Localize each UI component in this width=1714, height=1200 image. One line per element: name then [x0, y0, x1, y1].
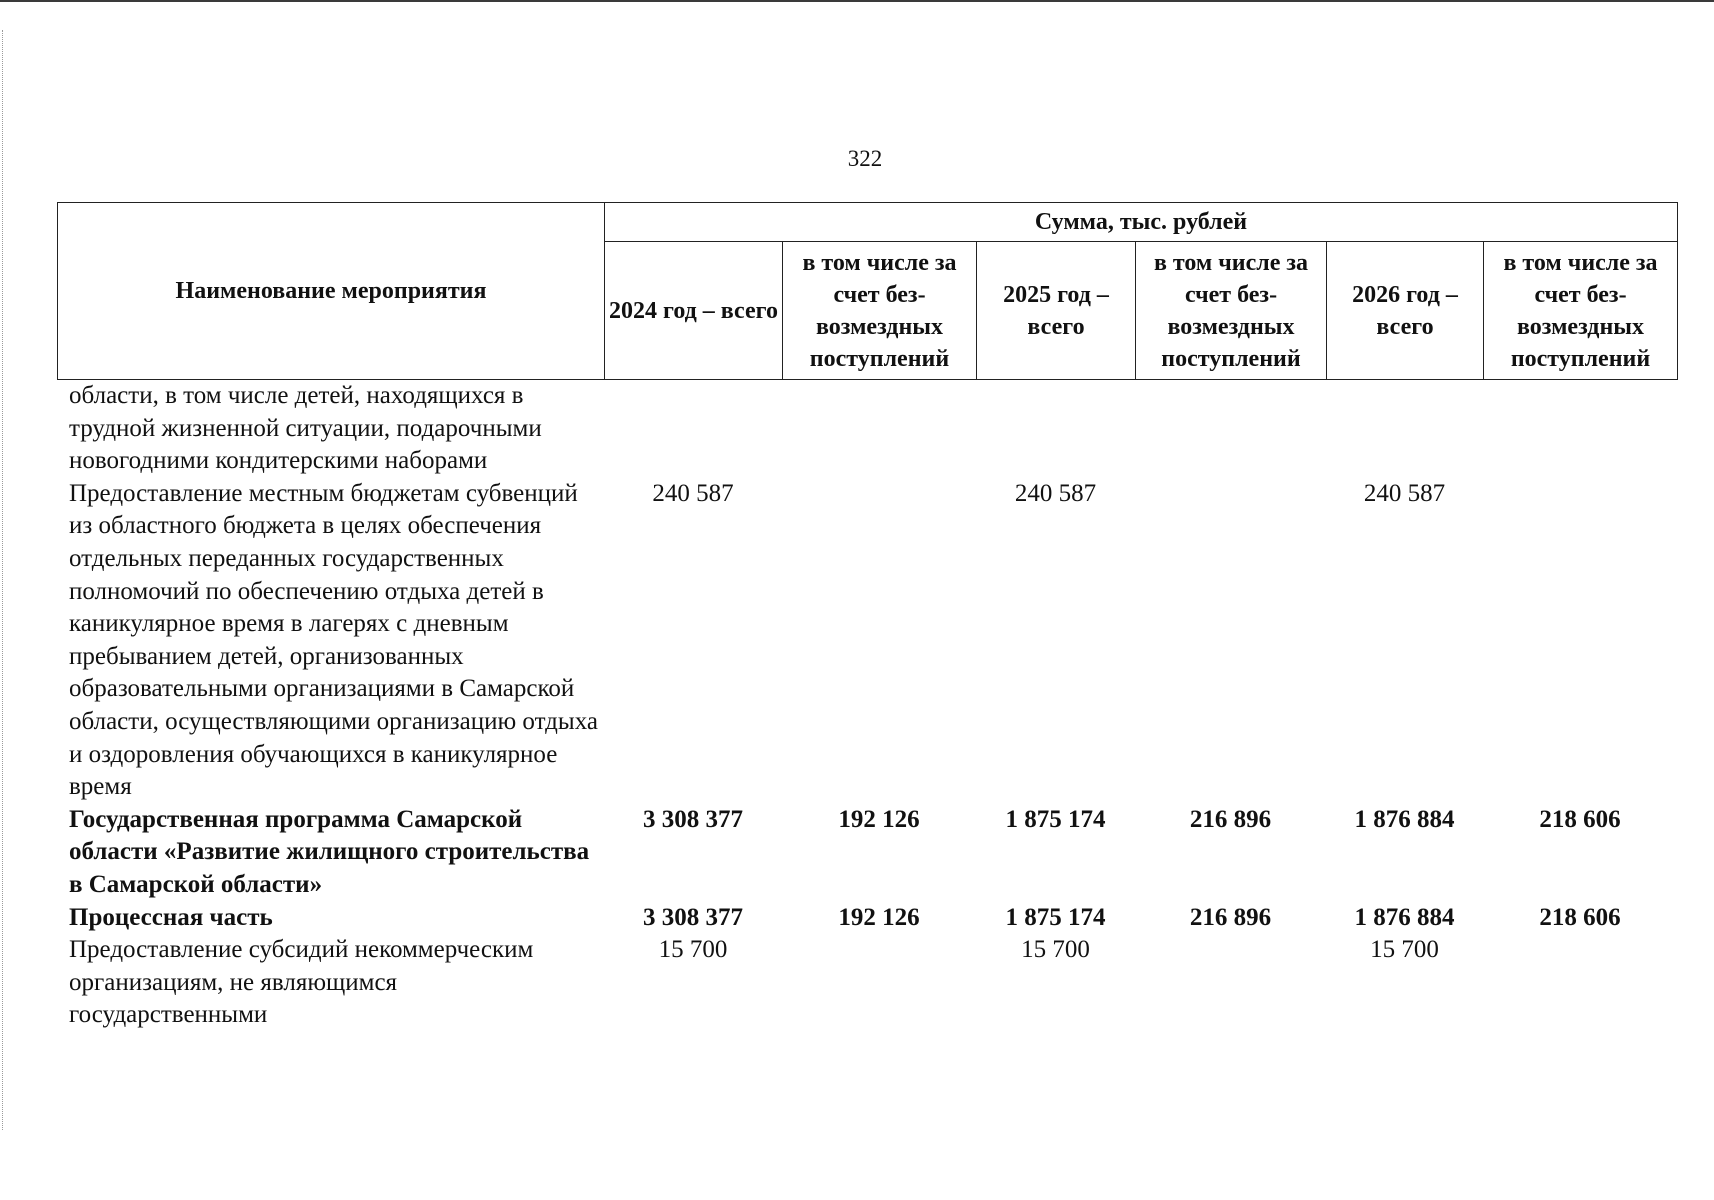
row-name: Процессная часть: [69, 903, 273, 931]
row-value-2025-total: 1 875 174: [1005, 805, 1106, 833]
row-value-2024-gratuitous: [782, 380, 976, 478]
row-name: Государственная программа Самарской области «Развитие жилищного строительства в Самарской области»: [69, 805, 590, 898]
row-value-2026-total: 15 700: [1370, 936, 1439, 964]
row-value-2024-gratuitous: 192 126: [838, 805, 920, 833]
row-value-2024-gratuitous: 192 126: [838, 903, 920, 931]
row-value-2024-total: 3 308 377: [643, 805, 743, 833]
row-value-2025-gratuitous: 216 896: [1189, 903, 1272, 931]
scan-left-edge: [2, 30, 5, 1130]
row-value-2025-total: 1 875 174: [1005, 903, 1106, 931]
table-row: [57, 934, 1677, 1032]
row-value-2024-gratuitous: [782, 478, 976, 804]
row-value-2025-gratuitous: [1135, 934, 1326, 1032]
table-row: [57, 380, 1677, 478]
row-value-2026-gratuitous: 218 606: [1539, 903, 1621, 931]
table-row: [57, 902, 1677, 935]
row-value-2024-total: [604, 380, 782, 478]
row-name: Предоставление субсидий некоммерческим организациям, не являющимся государственными: [69, 936, 534, 1029]
header-2026-total: 2026 год – всего: [1327, 242, 1484, 380]
row-value-2024-total: 240 587: [652, 479, 734, 507]
header-2024-gratuitous: в том числе за счет без-возмездных поступлений: [783, 242, 977, 380]
header-2025-gratuitous: в том числе за счет без-возмездных поступлений: [1136, 242, 1327, 380]
table-header: [57, 202, 1678, 380]
row-value-2025-gratuitous: 216 896: [1189, 805, 1272, 833]
row-name: области, в том числе детей, находящихся в трудной жизненной ситуации, подарочными новогодними кондитерскими наборами: [69, 382, 542, 475]
table-row: [57, 478, 1677, 804]
row-value-2026-total: 1 876 884: [1354, 805, 1455, 833]
row-value-2026-total: [1326, 380, 1483, 478]
header-2025-total: 2025 год – всего: [977, 242, 1136, 380]
page-number: 322: [847, 146, 883, 171]
row-value-2025-gratuitous: [1135, 380, 1326, 478]
row-value-2026-total: 1 876 884: [1354, 903, 1455, 931]
row-value-2026-gratuitous: [1483, 478, 1677, 804]
scan-top-border: [0, 0, 1714, 2]
row-value-2026-gratuitous: [1483, 380, 1677, 478]
row-value-2025-total: [976, 380, 1135, 478]
row-name: Предоставление местным бюджетам субвенций из областного бюджета в целях обеспечения отдельных переданных государственных полномочий по обеспечению отдыха детей в каникулярное время в лагерях с дневным пребыванием детей, организованных образовательными организациями в Самарской области, осуществляющими организацию отдыха и оздоровления обучающихся в каникулярное время: [69, 479, 598, 801]
header-2026-gratuitous: в том числе за счет без-возмездных поступлений: [1484, 242, 1678, 380]
header-name-column: Наименование мероприятия: [58, 203, 605, 380]
row-value-2025-total: 240 587: [1014, 479, 1097, 507]
row-value-2026-gratuitous: 218 606: [1539, 805, 1621, 833]
table-row: [57, 804, 1677, 902]
row-value-2026-gratuitous: [1483, 934, 1677, 1032]
row-value-2025-total: 15 700: [1021, 936, 1090, 964]
row-value-2026-total: 240 587: [1363, 479, 1446, 507]
header-2024-total: 2024 год – всего: [605, 242, 783, 380]
header-row-group: [58, 203, 1678, 242]
row-value-2024-total: 3 308 377: [643, 903, 743, 931]
header-amount-group: Сумма, тыс. рублей: [605, 203, 1678, 242]
row-value-2024-gratuitous: [782, 934, 976, 1032]
row-value-2024-total: 15 700: [658, 936, 728, 964]
table-body: [57, 380, 1677, 1032]
row-value-2025-gratuitous: [1135, 478, 1326, 804]
